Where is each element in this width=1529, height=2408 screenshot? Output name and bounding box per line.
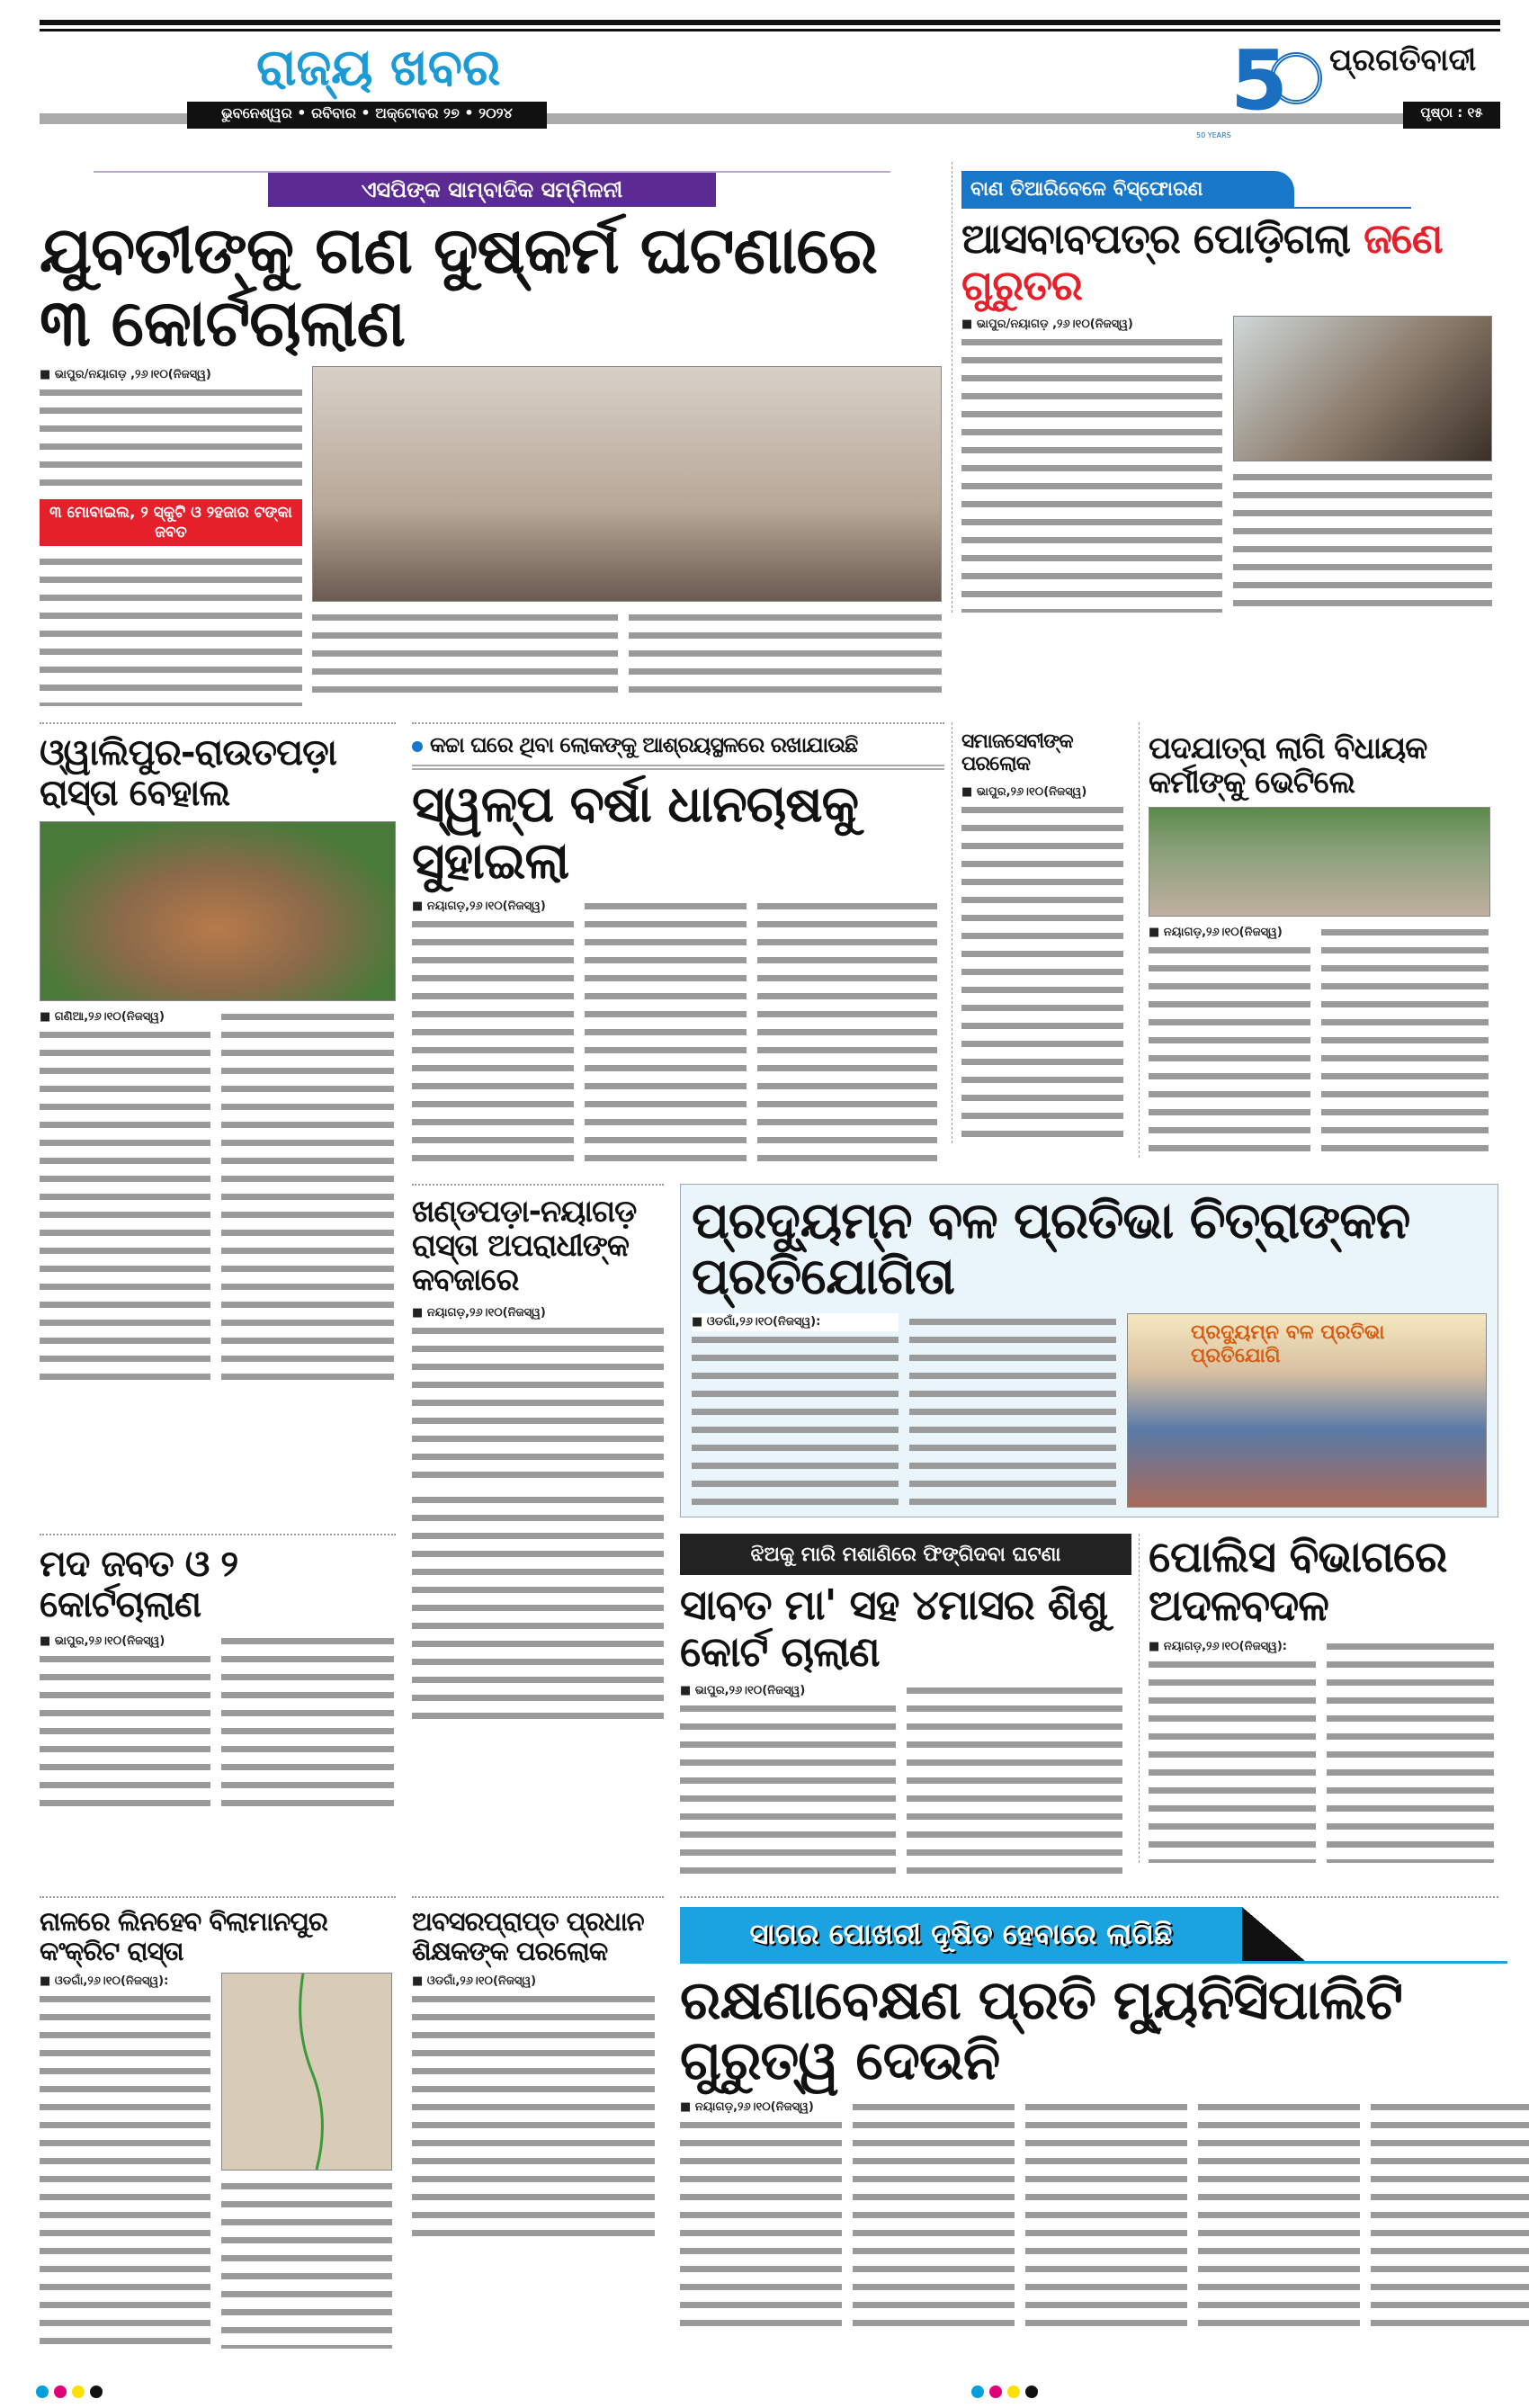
- body-rain-1: ■ ନୟାଗଡ଼,୨୬।୧୦(ନିଜସ୍ୱ): [412, 898, 574, 1168]
- photo-meeting: [1149, 807, 1490, 917]
- headline-padayatra[interactable]: ପଦଯାତ୍ରା ଲାଗି ବିଧାୟକ କର୍ମୀଙ୍କୁ ଭେଟିଲେ: [1149, 730, 1427, 801]
- kicker-rule: [680, 1907, 1507, 1964]
- photo-children-drawings: [1127, 1313, 1487, 1508]
- body-concrete-2: [221, 2178, 392, 2349]
- photo-cracked-road: [221, 1973, 392, 2171]
- body-road-1: ■ ଗଣିଆ,୨୬।୧୦(ନିଜସ୍ୱ): [40, 1008, 210, 1386]
- body-pond-2: [853, 2099, 1015, 2332]
- headline-khandapada[interactable]: ଖଣ୍ଡପଡ଼ା-ନୟାଗଡ଼ ରାସ୍ତା ଅପରାଧୀଙ୍କ କବଜାରେ: [412, 1193, 637, 1298]
- highlight-seized-box: ୩ ମୋବାଇଲ, ୨ ସ୍କୁଟି ଓ ୨ହଜାର ଟଙ୍କା ଜବତ: [40, 499, 302, 546]
- page-number: ପୃଷ୍ଠା : ୧୫: [1403, 102, 1500, 129]
- body-gangrape-1: ■ ଭାପୁର/ନୟାଗଡ଼ ,୨୬।୧୦(ନିଜସ୍ୱ): [40, 366, 302, 492]
- body-gangrape-4: [629, 609, 942, 699]
- color-mark: [54, 2386, 67, 2398]
- top-rule: [40, 20, 1500, 25]
- color-mark: [72, 2386, 85, 2398]
- body-liquor-2: [221, 1633, 394, 1813]
- body-khandapada-cont: [412, 1491, 664, 1725]
- body-drawing-1: ■ ଓଡଗାଁ,୨୬।୧୦(ନିଜସ୍ୱ):: [692, 1313, 899, 1508]
- article-gangrape: [40, 162, 944, 706]
- logo-50-icon: 5: [1230, 32, 1289, 129]
- gangrape-content: [40, 366, 944, 706]
- body-liquor-1: ■ ଭାପୁର,୨୬।୧୦(ନିଜସ୍ୱ): [40, 1633, 210, 1813]
- body-concrete-1: ■ ଓଡଗାଁ,୨୬।୧୦(ନିଜସ୍ୱ):: [40, 1973, 210, 2350]
- headline-rain[interactable]: ସ୍ୱଳ୍ପ ବର୍ଷା ଧାନଚାଷକୁ ସୁହାଇଲା: [412, 775, 859, 891]
- article-explosion: [952, 162, 1498, 613]
- color-mark: [90, 2386, 103, 2398]
- article-rain: [412, 722, 944, 1167]
- body-police-1: ■ ନୟାଗଡ଼,୨୬।୧୦(ନିଜସ୍ୱ):: [1149, 1638, 1316, 1863]
- body-drawing-2: [909, 1313, 1116, 1508]
- headline-pond[interactable]: ରକ୍ଷଣାବେକ୍ଷଣ ପ୍ରତି ମ୍ୟୁନିସିପାଲିଟି ଗୁରୁତ୍ୱ ଦେଉନି: [680, 1969, 1402, 2093]
- body-padayatra-2: [1321, 924, 1489, 1158]
- article-headmaster: [412, 1896, 664, 2242]
- article-concrete: [40, 1896, 396, 2350]
- body-pond-1: ■ ନୟାଗଡ଼,୨୬।୧୦(ନିଜସ୍ୱ): [680, 2099, 842, 2332]
- headline-concrete[interactable]: ନାଳରେ ଲିନହେବ ବିଲାମାନପୁର କଂକ୍ରିଟ ରାସ୍ତା: [40, 1906, 327, 1966]
- body-explosion-1: ■ ଭାପୁର/ନୟାଗଡ଼ ,୨୬।୧୦(ନିଜସ୍ୱ): [961, 316, 1222, 613]
- headline-infant[interactable]: ସାବତ ମା' ସହ ୪ମାସର ଶିଶୁ କୋର୍ଟ ଚାଲାଣ: [680, 1580, 1108, 1676]
- color-mark: [1007, 2386, 1020, 2398]
- article-police: [1139, 1534, 1498, 1863]
- article-liquor: [40, 1534, 396, 1813]
- photo-damaged-road: [40, 821, 396, 1001]
- article-road: [40, 722, 396, 1386]
- body-infant-2: [907, 1682, 1122, 1880]
- headline-liquor[interactable]: ମଦ ଜବତ ଓ ୨ କୋର୍ଟଚାଲାଣ: [40, 1544, 238, 1625]
- body-padayatra-1: ■ ନୟାଗଡ଼,୨୬।୧୦(ନିଜସ୍ୱ): [1149, 924, 1310, 1158]
- logo-years: 50 YEARS: [1196, 131, 1231, 139]
- bullet-icon: [412, 741, 423, 752]
- kicker-rule: [961, 171, 1411, 209]
- body-explosion-2: [1233, 469, 1492, 613]
- logo-name: ପ୍ରଗତିବାଦୀ: [1329, 42, 1477, 78]
- body-rain-3: [757, 898, 937, 1168]
- article-social-worker: [952, 722, 1131, 1142]
- photo-injured-person: [1233, 316, 1492, 461]
- body-khandapada: ■ ନୟାଗଡ଼,୨୬।୧୦(ନିଜସ୍ୱ): [412, 1304, 664, 1484]
- headline-police[interactable]: ପୋଲିସ ବିଭାଗରେ ଅଦଳବଦଳ: [1149, 1532, 1447, 1631]
- headline-drawing[interactable]: ପ୍ରଦ୍ୟୁମ୍ନ ବଳ ପ୍ରତିଭା ଚିତ୍ରାଙ୍କନ ପ୍ରତିଯୋଗିତା: [692, 1191, 1410, 1307]
- body-pond-5: [1371, 2099, 1529, 2332]
- kicker-tail: [1242, 1907, 1305, 1961]
- photo-accused-police: [312, 366, 942, 602]
- body-gangrape-2: [40, 553, 302, 706]
- body-social-worker: ■ ଭାପୁର,୨୬।୧୦(ନିଜସ୍ୱ): [961, 783, 1123, 1143]
- top-rule-thin: [40, 29, 1500, 31]
- body-rain-2: [585, 898, 747, 1168]
- body-road-2: [221, 1008, 394, 1386]
- headline-road[interactable]: ଓ୍ୱାଲିପୁର-ରାଉତପଡ଼ା ରାସ୍ତା ବେହାଲ: [40, 732, 336, 815]
- color-mark: [1025, 2386, 1038, 2398]
- kicker-pond: ସାଗର ପୋଖରୀ ଦୂଷିତ ହେବାରେ ଲାଗିଛି: [680, 1907, 1242, 1961]
- logo-emblem-icon: [1270, 52, 1322, 104]
- body-pond-3: [1025, 2099, 1187, 2332]
- dateline: ଭୁବନେଶ୍ୱର • ରବିବାର • ଅକ୍ଟୋବର ୨୭ • ୨୦୨୪: [187, 102, 547, 129]
- headline-headmaster[interactable]: ଅବସରପ୍ରାପ୍ତ ପ୍ରଧାନ ଶିକ୍ଷକଙ୍କ ପରଲୋକ: [412, 1906, 644, 1966]
- body-gangrape-3: [312, 609, 618, 699]
- headline-social-worker[interactable]: ସମାଜସେବୀଙ୍କ ପରଲୋକ: [961, 730, 1073, 775]
- kicker-shelter: କଚ୍ଚା ଘରେ ଥିବା ଲୋକଙ୍କୁ ଆଶ୍ରୟସ୍ଥଳରେ ରଖାଯାଉଛି: [430, 732, 858, 758]
- headline-gangrape[interactable]: ଯୁବତୀଙ୍କୁ ଗଣ ଦୁଷ୍କର୍ମ ଘଟଣାରେ ୩ କୋର୍ଟଚାଲାଣ: [40, 212, 877, 361]
- kicker-rule: [94, 171, 890, 207]
- color-mark: [989, 2386, 1002, 2398]
- photo-banner-text: ପ୍ରଦ୍ୟୁମ୍ନ ବଳ ପ୍ରତିଭା ପ୍ରତିଯୋଗି: [1191, 1321, 1385, 1368]
- page-grid: [40, 162, 1500, 2350]
- headline-explosion[interactable]: ଆସବାବପତ୍ର ପୋଡ଼ିଗଲା ଜଣେ ଗୁରୁତର: [961, 214, 1443, 309]
- article-padayatra: [1139, 722, 1498, 1158]
- section-title: ରାଜ୍ୟ ଖବର: [256, 39, 501, 97]
- body-police-2: [1327, 1638, 1494, 1863]
- body-headmaster: ■ ଓଡଗାଁ,୨୬।୧୦(ନିଜସ୍ୱ): [412, 1973, 655, 2242]
- crack-icon: [222, 1974, 391, 2170]
- color-mark: [971, 2386, 984, 2398]
- article-khandapada: [412, 1184, 664, 1725]
- kicker-rule: [412, 765, 944, 770]
- kicker-explosion: ବାଣ ତିଆରିବେଳେ ବିସ୍ଫୋରଣ: [961, 171, 1294, 207]
- drawing-box: [680, 1184, 1498, 1517]
- kicker-press-meet: ଏସପିଙ୍କ ସାମ୍ବାଦିକ ସମ୍ମିଳନୀ: [268, 173, 716, 207]
- body-pond-4: [1198, 2099, 1360, 2332]
- article-infant: [680, 1534, 1131, 1880]
- body-infant-1: ■ ଭାପୁର,୨୬।୧୦(ନିଜସ୍ୱ): [680, 1682, 896, 1880]
- color-mark: [36, 2386, 49, 2398]
- kicker-infant: ଝିଅକୁ ମାରି ମଶାଣିରେ ଫିଙ୍ଗିଦବା ଘଟଣା: [680, 1534, 1131, 1575]
- article-pond: [680, 1896, 1498, 2332]
